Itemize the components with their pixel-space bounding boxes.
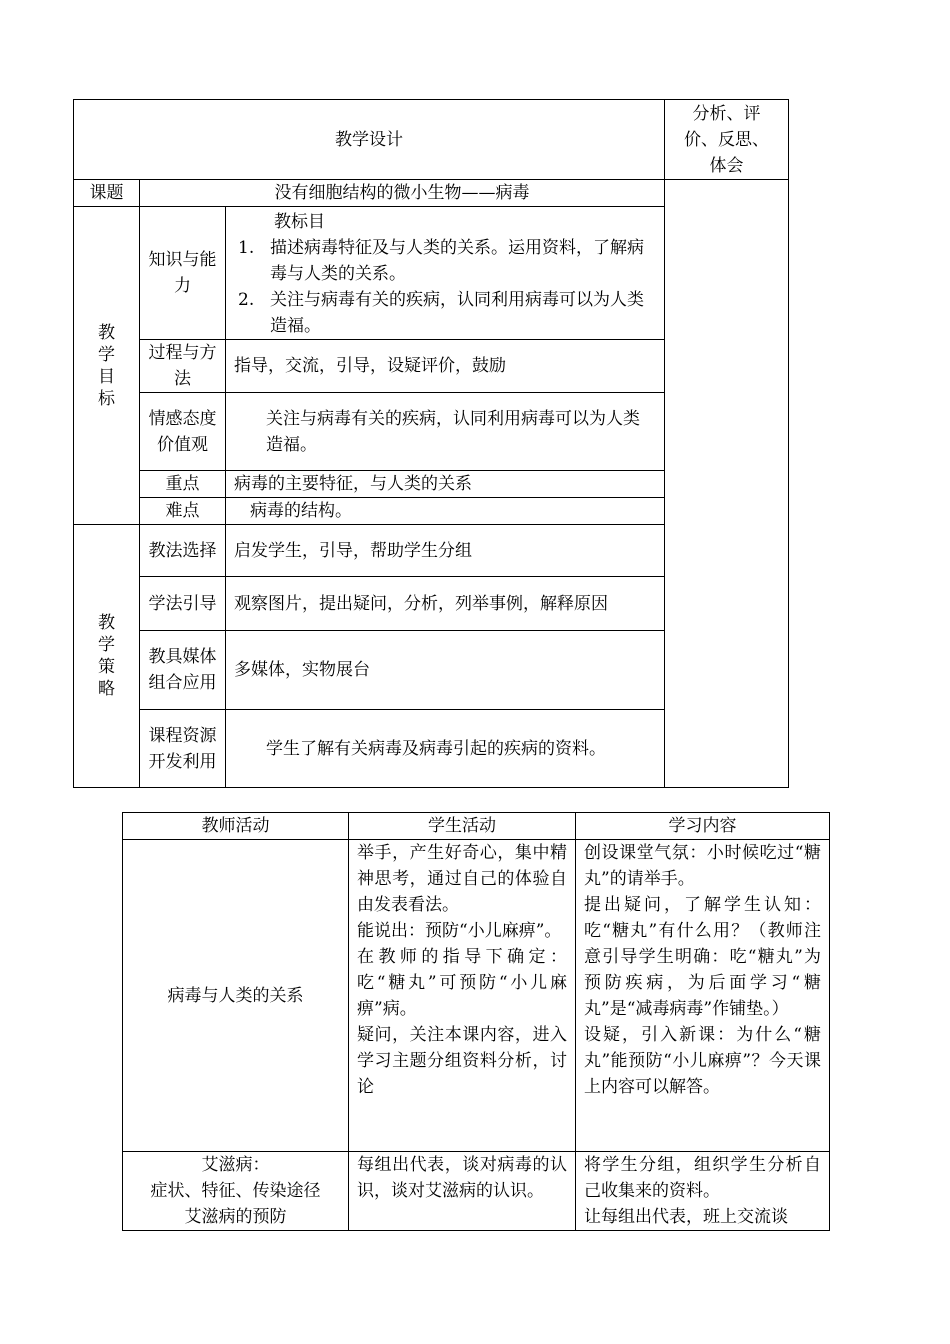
- student-activity-cell: 每组出代表，谈对病毒的认识，谈对艾滋病的认识。: [349, 1152, 576, 1231]
- student-activity-paragraph: 疑问，关注本课内容，进入学习主题分组资料分析，讨论: [357, 1025, 567, 1097]
- student-activity-paragraph: 举手，产生好奇心，集中精神思考，通过自己的体验自由发表看法。: [357, 843, 567, 915]
- goals-label: 教学目标: [74, 207, 140, 525]
- resource-text: 学生了解有关病毒及病毒引起的疾病的资料。: [226, 710, 665, 788]
- lesson-plan-table: [73, 99, 789, 788]
- learning-content-paragraph: 创设课堂气氛：小时候吃过“糖丸”的请举手。: [584, 843, 821, 889]
- process-label: 过程与方法: [140, 340, 226, 393]
- student-activity-paragraph: 能说出：预防“小儿麻痹”。: [357, 921, 562, 941]
- process-text: 指导，交流，引导，设疑评价，鼓励: [226, 340, 665, 393]
- knowledge-heading: 教标目: [274, 212, 325, 232]
- teacher-activity-line: 艾滋病的预防: [184, 1207, 287, 1227]
- knowledge-label: 知识与能力: [140, 207, 226, 340]
- design-header: 教学设计: [74, 100, 665, 180]
- knowledge-item: 2. 关注与病毒有关的疾病，认同利用病毒可以为人类造福。: [238, 290, 644, 336]
- activities-table: [122, 812, 830, 1231]
- student-activity-cell: [349, 840, 576, 1152]
- topic-label: 课题: [74, 180, 140, 207]
- resource-label: 课程资源开发利用: [140, 710, 226, 788]
- key-point-label: 重点: [140, 471, 226, 498]
- learning-content-paragraph: 提出疑问，了解学生认知：吃“糖丸”有什么用？（教师注意引导学生明确：吃“糖丸”为预防疾病，为后面学习“糖丸”是“减毒病毒”作铺垫。）: [584, 895, 821, 1019]
- emotion-label: 情感态度价值观: [140, 393, 226, 471]
- learning-content-paragraph: 让每组出代表，班上交流谈: [584, 1207, 788, 1227]
- student-activity-header: 学生活动: [349, 813, 576, 840]
- side-header: 分析、评价、反思、体会: [665, 100, 789, 180]
- learning-content-paragraph: 将学生分组，组织学生分析自己收集来的资料。: [584, 1155, 821, 1201]
- key-point-text: 病毒的主要特征，与人类的关系: [226, 471, 665, 498]
- teacher-activity-line: 艾滋病：: [201, 1155, 270, 1175]
- media-label: 教具媒体组合应用: [140, 631, 226, 710]
- teacher-activity-line: 症状、特征、传染途径: [150, 1181, 321, 1201]
- knowledge-cell: [226, 207, 665, 340]
- method-label: 教法选择: [140, 525, 226, 577]
- knowledge-list: [234, 235, 656, 339]
- reflection-cell: [665, 180, 789, 788]
- difficult-point-text: 病毒的结构。: [226, 498, 665, 525]
- learning-content-cell: [576, 840, 830, 1152]
- topic-title: 没有细胞结构的微小生物——病毒: [140, 180, 665, 207]
- emotion-text: 关注与病毒有关的疾病，认同利用病毒可以为人类造福。: [226, 393, 665, 471]
- learning-text: 观察图片，提出疑问，分析，列举事例，解释原因: [226, 577, 665, 631]
- difficult-point-label: 难点: [140, 498, 226, 525]
- learning-content-cell: [576, 1152, 830, 1231]
- learning-label: 学法引导: [140, 577, 226, 631]
- teacher-activity-cell: 病毒与人类的关系: [123, 840, 349, 1152]
- student-activity-paragraph: 在教师的指导下确定：吃“糖丸”可预防“小儿麻痹”病。: [357, 947, 567, 1019]
- method-text: 启发学生，引导，帮助学生分组: [226, 525, 665, 577]
- learning-content-header: 学习内容: [576, 813, 830, 840]
- strategy-label: 教学策略: [74, 525, 140, 788]
- learning-content-paragraph: 设疑，引入新课：为什么“糖丸”能预防“小儿麻痹”？今天课上内容可以解答。: [584, 1025, 821, 1097]
- knowledge-item: 1. 描述病毒特征及与人类的关系。运用资料，了解病毒与人类的关系。: [238, 238, 644, 284]
- media-text: 多媒体，实物展台: [226, 631, 665, 710]
- teacher-activity-header: 教师活动: [123, 813, 349, 840]
- teacher-activity-cell: [123, 1152, 349, 1231]
